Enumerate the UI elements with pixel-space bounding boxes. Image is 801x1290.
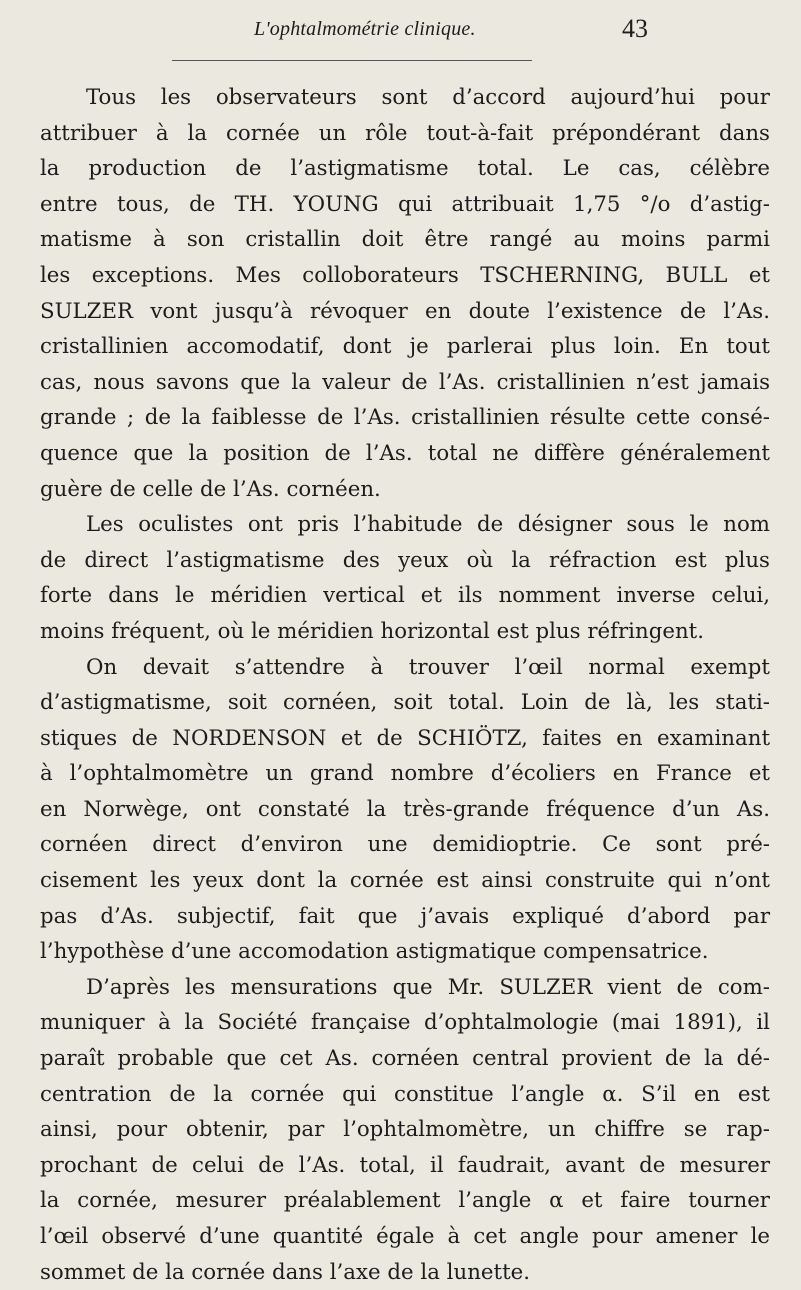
- text-line: de direct l’astigmatisme des yeux où la réfraction est plus: [40, 547, 770, 573]
- text-line: Les oculistes ont pris l’habitude de désigner sous le nom: [86, 512, 770, 538]
- text-line: attribuer à la cornée un rôle tout-à-fait prépondérant dans: [40, 120, 770, 146]
- text-line: ainsi, pour obtenir, par l’ophtalmomètre, un chiffre se rap-: [40, 1117, 770, 1143]
- text-line: sommet de la cornée dans l’axe de la lunette.: [40, 1259, 531, 1285]
- text-line: matisme à son cristallin doit être rangé au moins parmi: [40, 227, 770, 253]
- running-title: L'ophtalmométrie clinique.: [254, 18, 476, 40]
- text-line: à l’ophtalmomètre un grand nombre d’écoliers en France et: [40, 761, 770, 787]
- text-line: centration de la cornée qui constitue l’angle α. S’il en est: [40, 1081, 770, 1107]
- text-line: stiques de NORDENSON et de SCHIÖTZ, faites en examinant: [40, 725, 770, 751]
- text-line: les exceptions. Mes colloborateurs TSCHERNING, BULL et: [40, 262, 770, 288]
- text-line: Tous les observateurs sont d’accord aujourd’hui pour: [86, 85, 770, 110]
- running-head: [0, 14, 801, 48]
- text-line: guère de celle de l’As. cornéen.: [40, 476, 381, 502]
- text-line: paraît probable que cet As. cornéen central provient de la dé-: [40, 1046, 770, 1072]
- text-line: SULZER vont jusqu’à révoquer en doute l’existence de l’As.: [40, 298, 770, 324]
- text-line: On devait s’attendre à trouver l’œil normal exempt: [86, 654, 770, 680]
- text-line: forte dans le méridien vertical et ils nomment inverse celui,: [40, 583, 770, 609]
- text-line: entre tous, de TH. YOUNG qui attribuait 1,75 °/o d’astig-: [40, 191, 770, 217]
- text-line: pas d’As. subjectif, fait que j’avais expliqué d’abord par: [40, 903, 770, 929]
- text-line: quence que la position de l’As. total ne diffère généralement: [40, 440, 770, 466]
- text-line: la cornée, mesurer préalablement l’angle α et faire tourner: [40, 1188, 770, 1214]
- text-line: moins fréquent, où le méridien horizontal est plus réfringent.: [40, 618, 704, 644]
- text-line: d’astigmatisme, soit cornéen, soit total. Loin de là, les stati-: [40, 690, 770, 716]
- header-rule: [172, 60, 532, 61]
- text-line: grande ; de la faiblesse de l’As. cristallinien résulte cette consé-: [40, 405, 770, 431]
- text-line: D’après les mensurations que Mr. SULZER vient de com-: [86, 974, 770, 1000]
- text-line: cas, nous savons que la valeur de l’As. cristallinien n’est jamais: [40, 369, 770, 395]
- page-number: 43: [622, 14, 648, 43]
- text-line: cisement les yeux dont la cornée est ainsi construite qui n’ont: [40, 868, 770, 894]
- text-line: l’hypothèse d’une accomodation astigmatique compensatrice.: [40, 939, 709, 965]
- text-line: cornéen direct d’environ une demidioptrie. Ce sont pré-: [40, 832, 770, 858]
- text-line: en Norwège, ont constaté la très-grande fréquence d’un As.: [40, 796, 770, 822]
- text-line: la production de l’astigmatisme total. Le cas, célèbre: [40, 156, 770, 182]
- text-line: cristallinien accomodatif, dont je parlerai plus loin. En tout: [40, 334, 770, 360]
- body-text: [40, 80, 770, 1290]
- text-line: l’œil observé d’une quantité égale à cet angle pour amener le: [40, 1224, 770, 1249]
- text-line: prochant de celui de l’As. total, il faudrait, avant de mesurer: [40, 1152, 770, 1178]
- text-line: muniquer à la Société française d’ophtalmologie (mai 1891), il: [40, 1010, 770, 1036]
